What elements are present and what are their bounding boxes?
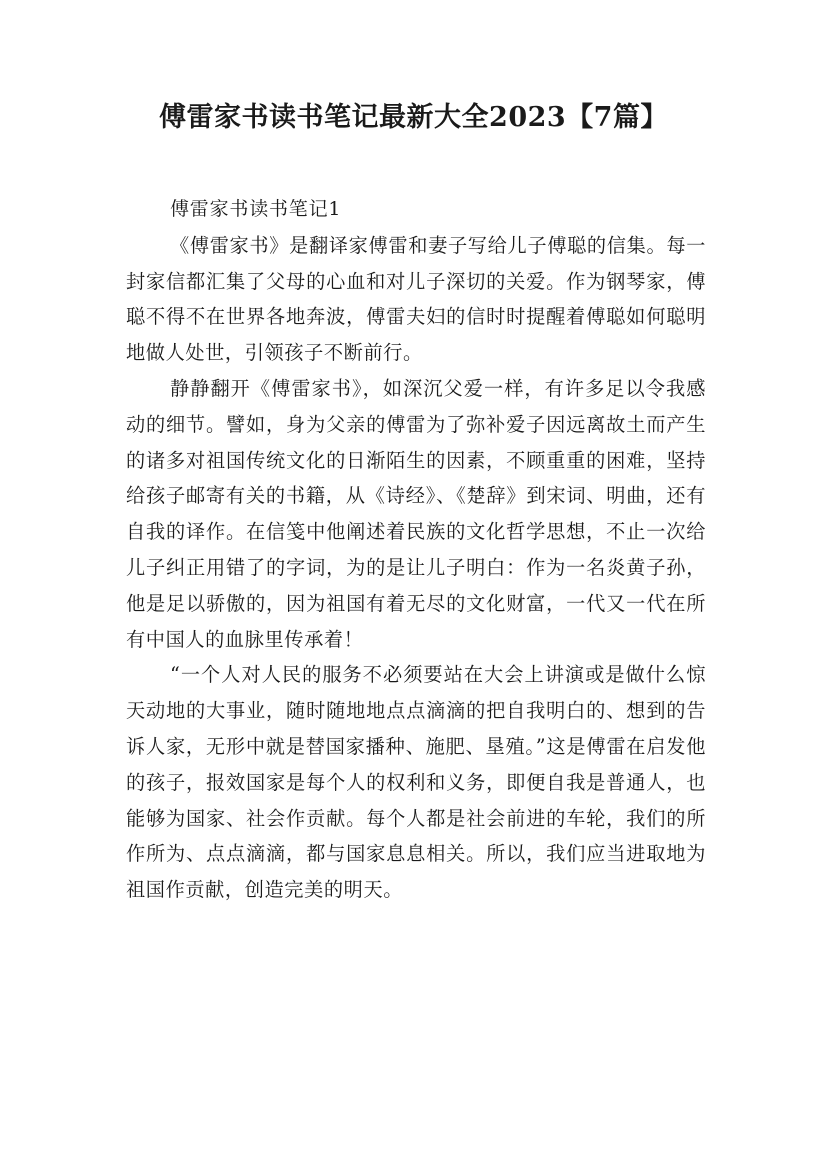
paragraph-1: 《傅雷家书》是翻译家傅雷和妻子写给儿子傅聪的信集。每一封家信都汇集了父母的心血和对儿子深切的关爱。作为钢琴家，傅聪不得不在世界各地奔波，傅雷夫妇的信时时提醒着傅聪如何聪明地做人处世，引领孩子不断前行。 xyxy=(126,233,706,365)
document-body xyxy=(126,192,706,908)
paragraph-3: “一个人对人民的服务不必须要站在大会上讲演或是做什么惊天动地的大事业，随时随地地点点滴滴的把自我明白的、想到的告诉人家，无形中就是替国家播种、施肥、垦殖。”这是傅雷在启发他的孩子，报效国家是每个人的权利和义务，即便自我是普通人，也能够为国家、社会作贡献。每个人都是社会前进的车轮，我们的所作所为、点点滴滴，都与国家息息相关。所以，我们应当进取地为祖国作贡献，创造完美的明天。 xyxy=(126,663,706,902)
section-heading: 傅雷家书读书笔记1 xyxy=(170,198,342,220)
document-title: 傅雷家书读书笔记最新大全2023【7篇】 xyxy=(159,102,668,133)
paragraph-2: 静静翻开《傅雷家书》，如深沉父爱一样，有许多足以令我感动的细节。譬如，身为父亲的傅雷为了弥补爱子因远离故土而产生的诸多对祖国传统文化的日渐陌生的因素，不顾重重的困难，坚持给孩子邮寄有关的书籍，从《诗经》、《楚辞》到宋词、明曲，还有自我的译作。在信笺中他阐述着民族的文化哲学思想，不止一次给儿子纠正用错了的字词，为的是让儿子明白：作为一名炎黄子孙，他是足以骄傲的，因为祖国有着无尽的文化财富，一代又一代在所有中国人的血脉里传承着！ xyxy=(126,376,706,651)
